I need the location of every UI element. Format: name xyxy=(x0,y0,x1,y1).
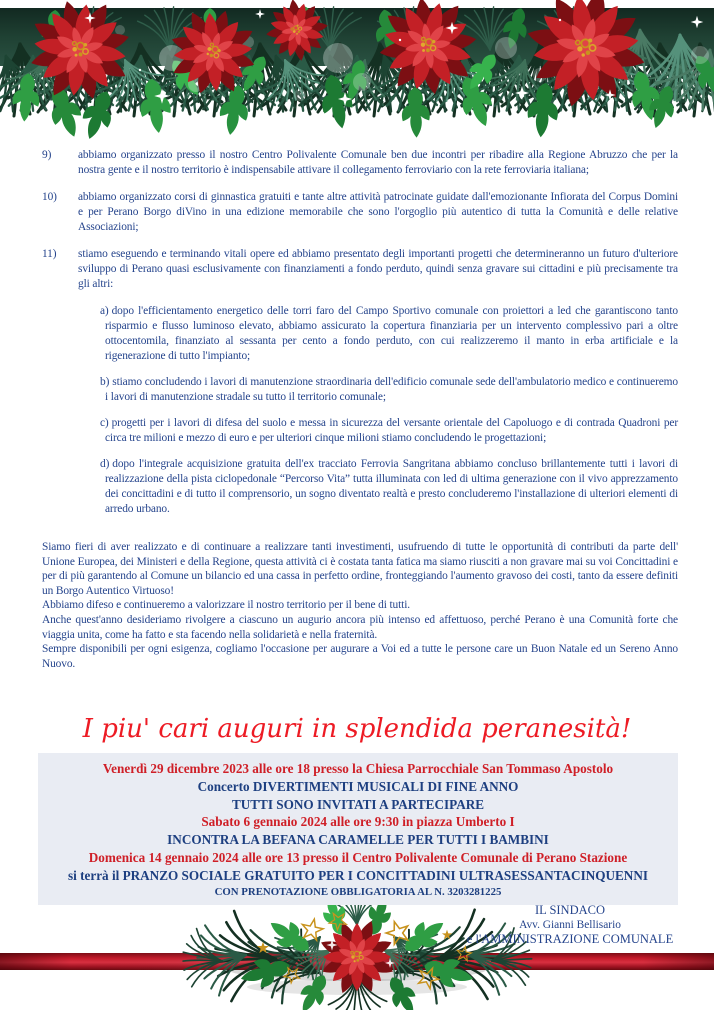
announcement-line: si terrà il PRANZO SOCIALE GRATUITO PER I CONCITTADINI ULTRASESSANTACINQUENNI xyxy=(68,867,648,883)
list-item-text: abbiamo organizzato corsi di ginnastica gratuiti e tante altre attività patrocinate guidate dall'emozionante Infiorata del Corpus Domini e per Perano Borgo diVino in una edizione memorabile che sono l'orgoglio più autentico di tutta la Comunità e delle relative Associazioni; xyxy=(78,191,678,233)
closing-paragraphs xyxy=(42,540,678,671)
list-item-10 xyxy=(42,190,678,235)
sub-item-letter: a) xyxy=(100,305,109,317)
sub-item-text: stiamo concludendo i lavori di manutenzione straordinaria dell'edificio comunale sede dell'ambulatorio medico e continueremo i lavori di manutenzione stradale su tutto il territorio comunale; xyxy=(105,376,678,403)
sub-item-letter: b) xyxy=(100,376,110,388)
paragraph: Sempre disponibili per ogni esigenza, cogliamo l'occasione per augurare a Voi ed a tutte le persone care un Buon Natale ed un Sereno Anno Nuovo. xyxy=(42,643,678,670)
letter-body xyxy=(42,148,678,671)
announcement-line: Concerto DIVERTIMENTI MUSICALI DI FINE ANNO xyxy=(197,778,519,794)
sub-item-text: progetti per i lavori di difesa del suolo e messa in sicurezza del versante orientale del Capoluogo e di contrada Quadroni per circa tre milioni e mezzo di euro e per ulteriori cinque milioni stiamo concludendo le progettazioni; xyxy=(105,417,678,444)
sub-item-b xyxy=(42,375,678,405)
sub-item-text: dopo l'integrale acquisizione gratuita dell'ex tracciato Ferrovia Sangritana abbiamo concluso brillantemente tutti i lavori di realizzazione della pista ciclopedonale “Percorso Vita” tutta illuminata con led di ultima generazione con il vivo apprezzamento dei concittadini e di tutto il comprensorio, un sogno diventato realtà e presto concluderemo l'installazione di ulteriori elementi di arredo urbano. xyxy=(105,458,678,515)
signature-name: Avv. Gianni Bellisario xyxy=(519,919,621,931)
sub-item-letter: c) xyxy=(100,417,109,429)
sub-item-letter: d) xyxy=(100,458,110,470)
sub-item-d xyxy=(42,457,678,517)
announcement-box xyxy=(38,753,678,905)
announcement-line: TUTTI SONO INVITATI A PARTECIPARE xyxy=(231,796,485,812)
sub-item-c xyxy=(42,416,678,446)
list-item-number: 9) xyxy=(42,149,52,161)
paragraph: Anche quest'anno desideriamo rivolgere a ciascuno un augurio ancora più intenso ed affettuoso, perché Perano è una Comunità forte che viaggia unita, come ha fatto e sta facendo nella solidarietà e nella fraternità. xyxy=(42,613,678,641)
list-item-9 xyxy=(42,148,678,178)
signature-block xyxy=(450,903,690,947)
announcement-line: CON PRENOTAZIONE OBBLIGATORIA AL N. 3203281225 xyxy=(214,885,502,898)
announcement-line: Domenica 14 gennaio 2024 alle ore 13 presso il Centro Polivalente Comunale di Perano Stazione xyxy=(88,849,628,865)
list-item-11 xyxy=(42,247,678,292)
list-item-text: stiamo eseguendo e terminando vitali opere ed abbiamo presentato degli importanti progetti che determineranno un futuro d'ulteriore sviluppo di Perano quasi esclusivamente con finanziamenti a fondo perduto, quindi senza gravare sui cittadini e più precisamente tra gli altri: xyxy=(78,248,678,290)
list-item-number: 10) xyxy=(42,191,57,203)
signature-role: IL SINDACO xyxy=(534,903,606,917)
greeting-script-line: I piu' cari auguri in splendida peranesità! xyxy=(82,714,632,744)
christmas-garland-image xyxy=(0,0,714,140)
sub-item-a xyxy=(42,304,678,364)
announcement-line: Venerdì 29 dicembre 2023 alle ore 18 presso la Chiesa Parrocchiale San Tommaso Apostolo xyxy=(102,761,614,776)
sub-item-text: dopo l'efficientamento energetico delle torri faro del Campo Sportivo comunale con proiettori a led che garantiscono tanto risparmio e flusso luminoso elevato, abbiamo assicurato la copertura finanziaria per un intervento complessivo pari a oltre ottocentomila, finanziato al sessanta per cento a fondo perduto, con cui realizzeremo il manto in erba artificiale e la rigenerazione di tutto l'impianto; xyxy=(105,305,678,362)
announcement-line: Sabato 6 gennaio 2024 alle ore 9:30 in piazza Umberto I xyxy=(201,814,515,830)
list-item-number: 11) xyxy=(42,248,57,260)
announcement-line: INCONTRA LA BEFANA CARAMELLE PER TUTTI I BAMBINI xyxy=(167,832,549,848)
paragraph: Siamo fieri di aver realizzato e di continuare a realizzare tanti investimenti, usufruendo di tutte le opportunità di contributi da parte dell' Unione Europea, dei Ministeri e della Regione, questa attività ci è costata tanta fatica ma siamo riusciti a non gravare mai su voi Concittadini e per di più garantendo al Comune un bilancio ed una cassa in perfetto ordine, fronteggiando l'aumento gravoso dei costi, tanto da essere definiti un Borgo Autentico Virtuoso! xyxy=(42,541,678,597)
signature-organization: e l'AMMINISTRAZIONE COMUNALE xyxy=(466,932,674,946)
paragraph: Abbiamo difeso e continueremo a valorizzare il nostro territorio per il bene di tutti. xyxy=(42,599,410,612)
list-item-text: abbiamo organizzato presso il nostro Centro Polivalente Comunale ben due incontri per ribadire alla Regione Abruzzo che per la nostra gente e il nostro territorio è indispensabile attivare il collegamento ferroviario con la rete ferroviaria italiana; xyxy=(78,149,678,176)
